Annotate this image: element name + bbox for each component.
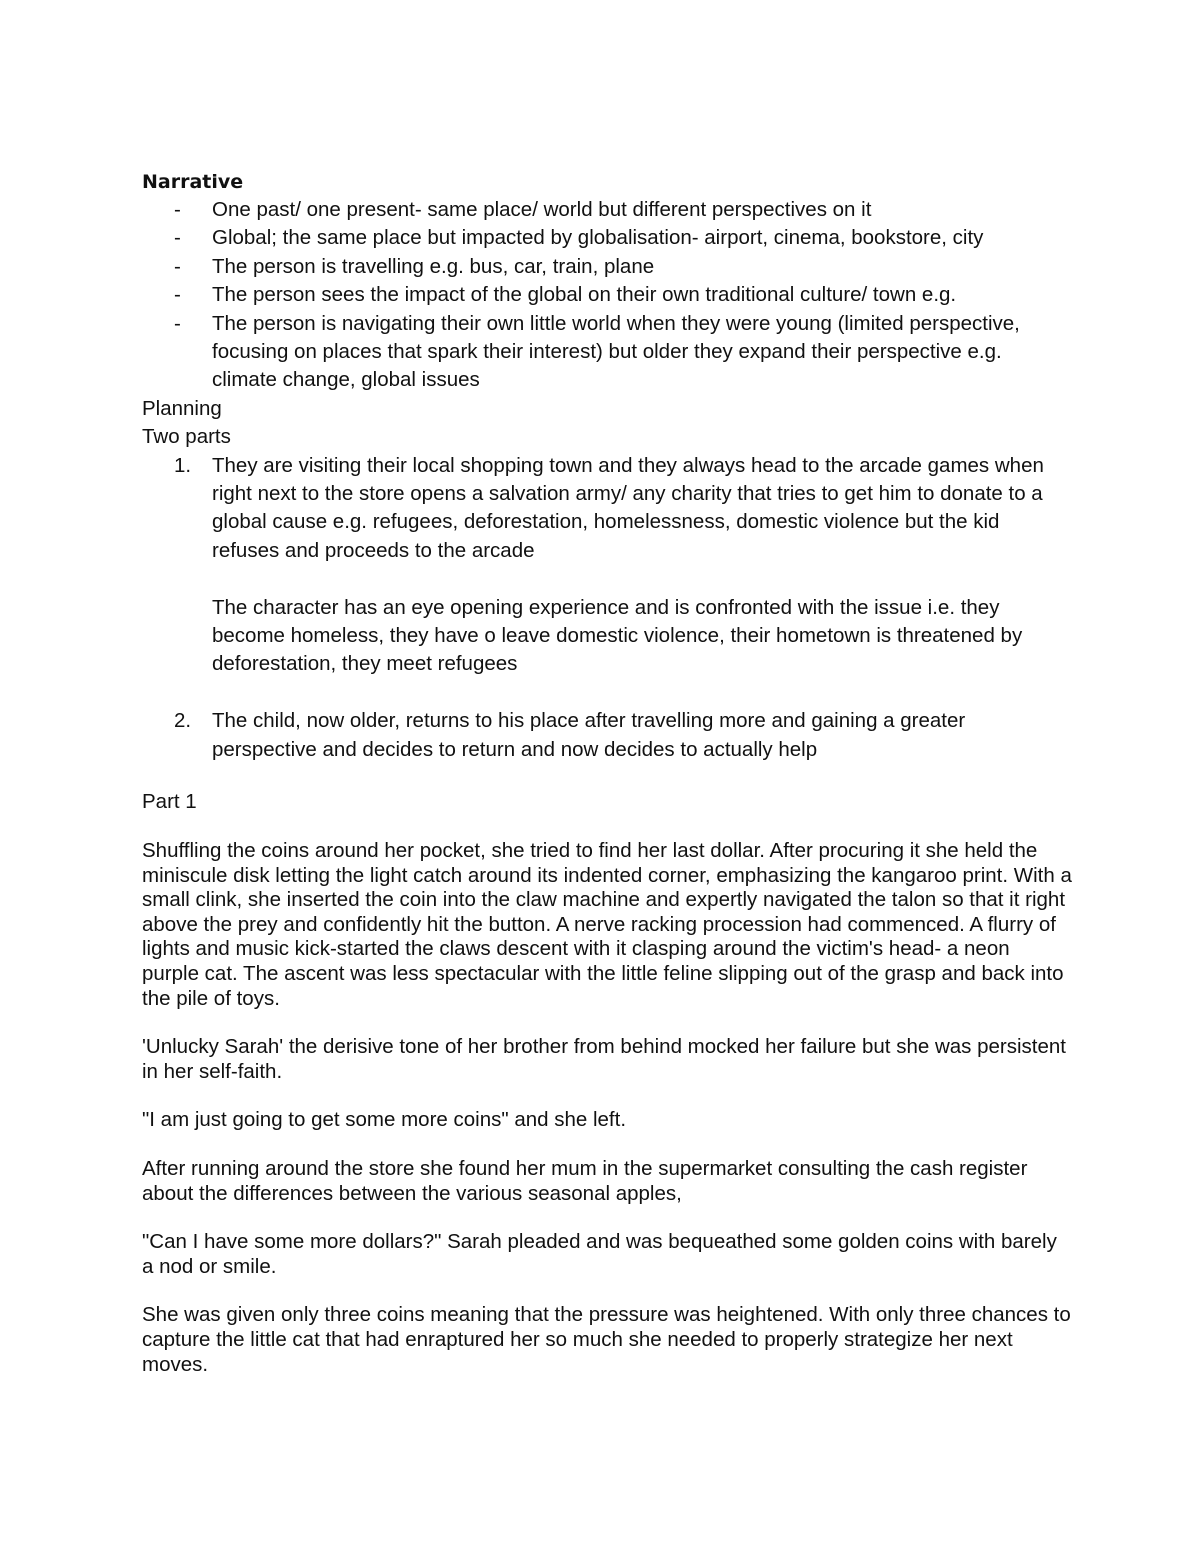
bullet-dash: - [174,254,181,278]
narrative-bullet [142,281,1072,309]
narrative-bullet [142,224,1072,252]
planning-item [142,452,1072,679]
item-paragraph: The child, now older, returns to his place after travelling more and gaining a greater perspective and decides to return and now decides to actually help [212,709,966,761]
item-paragraph: The character has an eye opening experience and is confronted with the issue i.e. they become homeless, they have o leave domestic violence, their hometown is threatened by deforestation, they meet refugees [212,595,1023,676]
item-paragraph: They are visiting their local shopping town and they always head to the arcade games when right next to the store opens a salvation army/ any charity that tries to get him to donate to a global cause e.g. refugees, deforestation, homelessness, domestic violence but the kid refuses and proceeds to the arcade [212,453,1044,562]
narrative-bullet [142,253,1072,281]
bullet-dash: - [174,226,181,250]
narrative-heading: Narrative [142,171,244,193]
narrative-bullet [142,310,1072,395]
story-body [142,839,1072,1377]
bullet-dash: - [174,311,181,335]
story-paragraph: Shuffling the coins around her pocket, she tried to find her last dollar. After procuring it she held the miniscule disk letting the light catch around its indented corner, emphasizing the kangaroo print. With a small clink, she inserted the coin into the claw machine and expertly navigated the talon so that it right above the prey and confidently hit the button. A nerve racking procession had commenced. A flurry of lights and music kick-started the claws descent with it clasping around the victim's head- a neon purple cat. The ascent was less spectacular with the little feline slipping out of the grasp and back into the pile of toys. [142,839,1072,1010]
bullet-text: The person is navigating their own little world when they were young (limited perspective, focusing on places that spark their interest) but older they expand their perspective e.g. climate change, global issues [212,311,1020,392]
planning-item [142,707,1072,764]
story-paragraph: "I am just going to get some more coins" and she left. [142,1108,627,1132]
story-paragraph: She was given only three coins meaning that the pressure was heightened. With only three chances to capture the little cat that had enraptured her so much she needed to properly strategize her next moves. [142,1303,1071,1376]
planning-heading: Planning [142,396,222,420]
bullet-text: The person is travelling e.g. bus, car, train, plane [212,254,655,278]
planning-subheading: Two parts [142,425,231,449]
part1-heading: Part 1 [142,790,197,814]
bullet-text: The person sees the impact of the global on their own traditional culture/ town e.g. [212,283,957,307]
item-number: 2. [174,709,192,733]
bullet-text: Global; the same place but impacted by globalisation- airport, cinema, bookstore, city [212,226,984,250]
bullet-dash: - [174,198,181,221]
narrative-bullet-list [142,196,1072,395]
document-content [142,168,1072,1401]
story-paragraph: 'Unlucky Sarah' the derisive tone of her brother from behind mocked her failure but she was persistent in her self-faith. [142,1035,1066,1083]
bullet-text: One past/ one present- same place/ world but different perspectives on it [212,198,872,221]
bullet-dash: - [174,283,181,307]
planning-numbered-list [142,452,1072,764]
story-paragraph: "Can I have some more dollars?" Sarah pleaded and was bequeathed some golden coins with barely a nod or smile. [142,1230,1057,1278]
narrative-bullet [142,196,1072,224]
item-number: 1. [174,453,192,477]
story-paragraph: After running around the store she found her mum in the supermarket consulting the cash register about the differences between the various seasonal apples, [142,1157,1028,1205]
